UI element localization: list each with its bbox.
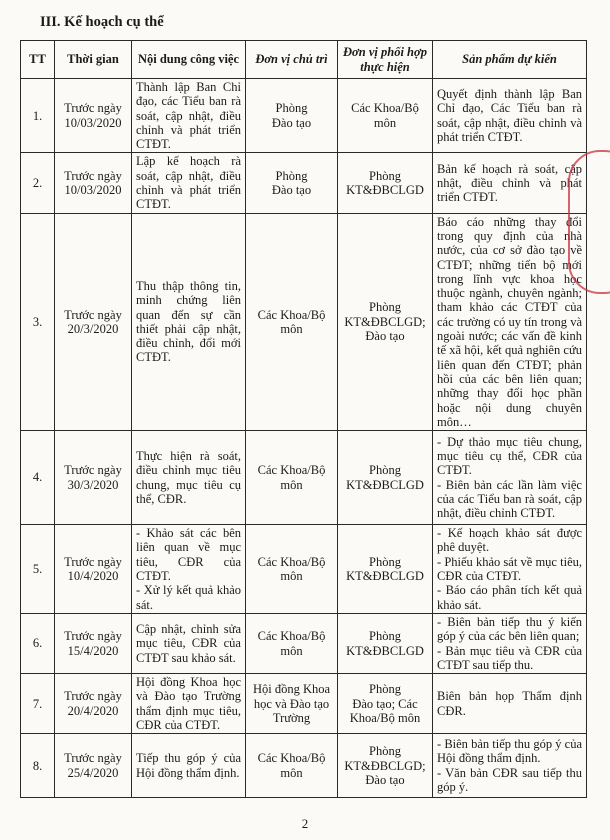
cell-lead-unit: [246, 613, 338, 673]
cell-product-line: Quyết định thành lập Ban Chỉ đạo, Các Tiểu ban rà soát, cập nhật, điều chỉnh và phát triển CTĐT.: [437, 87, 582, 145]
cell-lead-unit-line: môn: [280, 643, 303, 658]
cell-coop-unit: [338, 674, 433, 734]
cell-content-line: Tiếp thu góp ý của Hội đồng thẩm định.: [136, 751, 241, 780]
cell-lead-unit-line: Trường: [272, 710, 311, 725]
cell-time: [55, 79, 132, 153]
cell-content: [132, 213, 246, 430]
cell-product: [433, 674, 587, 734]
cell-coop-unit: [338, 525, 433, 614]
cell-time: [55, 213, 132, 430]
cell-lead-unit-line: môn: [280, 477, 303, 492]
cell-content-line: Thu thập thông tin, minh chứng liên quan đến sự cần thiết phải cập nhật, điều chỉnh, đổi mới CTĐT.: [136, 279, 241, 365]
cell-lead-unit-line: Các Khoa/Bộ: [257, 463, 326, 478]
cell-time-line: 10/4/2020: [67, 569, 119, 584]
cell-lead-unit-line: môn: [280, 321, 303, 336]
cell-lead-unit-line: Phòng: [275, 168, 308, 183]
cell-lead-unit-line: Hội đồng Khoa: [252, 682, 331, 697]
cell-product-line: - Văn bản CĐR sau tiếp thu góp ý.: [437, 765, 582, 795]
cell-time: [55, 431, 132, 525]
page-number: 2: [301, 816, 309, 831]
cell-lead-unit-line: Đào tạo: [271, 115, 312, 130]
cell-lead-unit-line: môn: [280, 569, 303, 584]
cell-content: [132, 431, 246, 525]
cell-content: [132, 79, 246, 153]
cell-lead-unit: [246, 79, 338, 153]
header-lead-unit: Đơn vị chủ trì: [246, 41, 338, 79]
cell-product-line: - Biên bản tiếp thu góp ý của Hội đồng thẩm định.: [437, 737, 582, 766]
cell-lead-unit: [246, 674, 338, 734]
cell-time-line: Trước ngày: [64, 168, 122, 183]
cell-coop-unit-line: KT&ĐBCLGD: [346, 643, 424, 658]
cell-coop-unit: [338, 79, 433, 153]
cell-tt: 3.: [21, 213, 55, 430]
cell-time-line: Trước ngày: [64, 463, 122, 478]
cell-content-line: Lập kế hoạch rà soát, cập nhật, điều chỉnh và phát triển CTĐT.: [136, 154, 241, 212]
cell-time-line: Trước ngày: [64, 629, 122, 644]
cell-lead-unit: [246, 431, 338, 525]
cell-content: [132, 525, 246, 614]
cell-time-line: Trước ngày: [64, 689, 122, 704]
cell-coop-unit-line: Phòng: [369, 629, 401, 644]
cell-time-line: 25/4/2020: [67, 765, 119, 780]
cell-coop-unit-line: Đào tạo: [365, 329, 405, 344]
cell-product-line: - Kế hoạch khảo sát được phê duyệt.: [437, 526, 582, 555]
cell-coop-unit: [338, 734, 433, 798]
cell-tt: 4.: [21, 431, 55, 525]
cell-time-line: 10/03/2020: [64, 115, 122, 130]
cell-time-line: Trước ngày: [64, 554, 122, 569]
cell-time-line: 20/4/2020: [67, 703, 119, 718]
cell-coop-unit-line: Phòng: [369, 300, 401, 315]
cell-lead-unit: [246, 525, 338, 614]
cell-time: [55, 525, 132, 614]
cell-coop-unit-line: Đào tạo; Các: [352, 696, 418, 711]
cell-lead-unit: [246, 213, 338, 430]
cell-product: [433, 79, 587, 153]
cell-lead-unit-line: Các Khoa/Bộ: [257, 554, 326, 569]
table-row: [21, 734, 587, 798]
cell-content: [132, 613, 246, 673]
plan-table: [20, 40, 587, 798]
cell-lead-unit: [246, 153, 338, 213]
cell-tt: 2.: [21, 153, 55, 213]
cell-time: [55, 674, 132, 734]
cell-product: [433, 613, 587, 673]
cell-time-line: 10/03/2020: [64, 183, 122, 198]
cell-lead-unit-line: Các Khoa/Bộ: [257, 751, 326, 766]
cell-content: [132, 734, 246, 798]
table-row: [21, 153, 587, 213]
cell-product: [433, 153, 587, 213]
cell-content-line: Thành lập Ban Chỉ đạo, các Tiểu ban rà soát, cập nhật, điều chỉnh và phát triển CTĐT.: [136, 80, 241, 152]
table-header-row: [21, 41, 587, 79]
cell-coop-unit-line: KT&ĐBCLGD;: [344, 758, 426, 773]
cell-coop-unit-line: Phòng: [369, 463, 401, 478]
header-product: Sản phẩm dự kiến: [433, 41, 587, 79]
table-row: [21, 674, 587, 734]
cell-coop-unit-line: KT&ĐBCLGD: [346, 569, 424, 584]
cell-coop-unit-line: Phòng: [369, 168, 401, 183]
cell-lead-unit-line: Các Khoa/Bộ: [257, 307, 326, 322]
cell-product: [433, 525, 587, 614]
cell-tt: 6.: [21, 613, 55, 673]
cell-time: [55, 734, 132, 798]
cell-content: [132, 674, 246, 734]
cell-time-line: 20/3/2020: [67, 321, 119, 336]
cell-lead-unit: [246, 734, 338, 798]
header-content: Nội dung công việc: [132, 41, 246, 79]
cell-content-line: - Khảo sát các bên liên quan về mục tiêu, CĐR của CTĐT.: [136, 526, 241, 584]
cell-tt: 5.: [21, 525, 55, 614]
cell-lead-unit-line: học và Đào tạo: [253, 696, 330, 711]
cell-content-line: Thực hiện rà soát, điều chỉnh mục tiêu chung, mục tiêu cụ thể, CĐR.: [136, 449, 241, 506]
cell-coop-unit-line: Phòng: [369, 744, 401, 759]
table-row: [21, 525, 587, 614]
cell-product: [433, 431, 587, 525]
cell-coop-unit-line: Các Khoa/Bộ: [351, 101, 419, 116]
table-row: [21, 79, 587, 153]
cell-coop-unit-line: KT&ĐBCLGD: [346, 183, 424, 198]
section-heading: III. Kế hoạch cụ thể: [40, 14, 164, 30]
cell-time-line: 15/4/2020: [67, 643, 119, 658]
cell-coop-unit-line: Khoa/Bộ môn: [349, 710, 421, 725]
cell-time-line: Trước ngày: [64, 307, 122, 322]
cell-time-line: 30/3/2020: [67, 477, 119, 492]
cell-time: [55, 153, 132, 213]
cell-content-line: Cập nhật, chỉnh sửa mục tiêu, CĐR của CTĐT sau khảo sát.: [136, 622, 241, 665]
cell-time-line: Trước ngày: [64, 751, 122, 766]
cell-coop-unit-line: KT&ĐBCLGD;: [344, 314, 426, 329]
cell-product-line: - Biên bản tiếp thu ý kiến góp ý của các bên liên quan;: [437, 614, 582, 644]
cell-product-line: - Báo cáo phân tích kết quả khảo sát.: [437, 583, 582, 612]
cell-product-line: - Dự thảo mục tiêu chung, mục tiêu cụ thể, CĐR của CTĐT.: [437, 434, 582, 478]
cell-product: [433, 734, 587, 798]
header-time: Thời gian: [55, 41, 132, 79]
cell-coop-unit: [338, 213, 433, 430]
cell-coop-unit: [338, 153, 433, 213]
cell-product-line: - Bản mục tiêu và CĐR của CTĐT sau tiếp thu.: [437, 643, 582, 672]
cell-product-line: Biên bản họp Thẩm định CĐR.: [437, 689, 582, 718]
cell-time-line: Trước ngày: [64, 101, 122, 116]
table-row: [21, 431, 587, 525]
cell-product-line: - Biên bản các lần làm việc của các Tiểu ban rà soát, cập nhật, điều chỉnh CTĐT.: [437, 477, 582, 521]
cell-product-line: Bản kế hoạch rà soát, cập nhật, điều chỉnh và phát triển CTĐT.: [437, 161, 582, 205]
cell-coop-unit: [338, 613, 433, 673]
cell-lead-unit-line: Đào tạo: [271, 183, 312, 198]
red-seal-stamp: [568, 150, 610, 294]
cell-time: [55, 613, 132, 673]
cell-tt: 8.: [21, 734, 55, 798]
cell-coop-unit-line: Đào tạo: [365, 772, 405, 787]
table-row: [21, 213, 587, 430]
header-tt: TT: [21, 41, 55, 79]
cell-tt: 1.: [21, 79, 55, 153]
cell-coop-unit-line: Phòng: [369, 554, 401, 569]
cell-tt: 7.: [21, 674, 55, 734]
cell-coop-unit-line: KT&ĐBCLGD: [346, 477, 424, 492]
cell-content: [132, 153, 246, 213]
cell-lead-unit-line: môn: [280, 765, 303, 780]
cell-content-line: - Xử lý kết quả khảo sát.: [136, 583, 241, 612]
cell-lead-unit-line: Các Khoa/Bộ: [257, 629, 326, 644]
cell-product-line: - Phiếu khảo sát về mục tiêu, CĐR của CTĐT.: [437, 554, 582, 584]
cell-product-line: Báo cáo những thay đổi trong quy định của nhà nước, của cơ sở đào tạo về CTĐT; những tiến bộ mới trong lĩnh vực khoa học thuộc ngành, chuyên ngành; tham khảo các CTĐT của các trường có uy tín trong và ngoài nước; các vấn đề kinh tế xã hội, kết quả nghiên cứu liên quan đến CTĐT; phản hồi của các bên liên quan; những thay đổi học phần hoặc nội dung chuyên môn…: [437, 214, 582, 429]
header-coop-unit: Đơn vị phối hợp thực hiện: [338, 41, 433, 79]
cell-content-line: Hội đồng Khoa học và Đào tạo Trường thẩm định mục tiêu, CĐR của CTĐT.: [136, 675, 241, 732]
table-row: [21, 613, 587, 673]
cell-coop-unit: [338, 431, 433, 525]
cell-product: [433, 213, 587, 430]
cell-coop-unit-line: môn: [373, 115, 397, 130]
cell-lead-unit-line: Phòng: [275, 101, 308, 116]
cell-coop-unit-line: Phòng: [369, 682, 401, 697]
